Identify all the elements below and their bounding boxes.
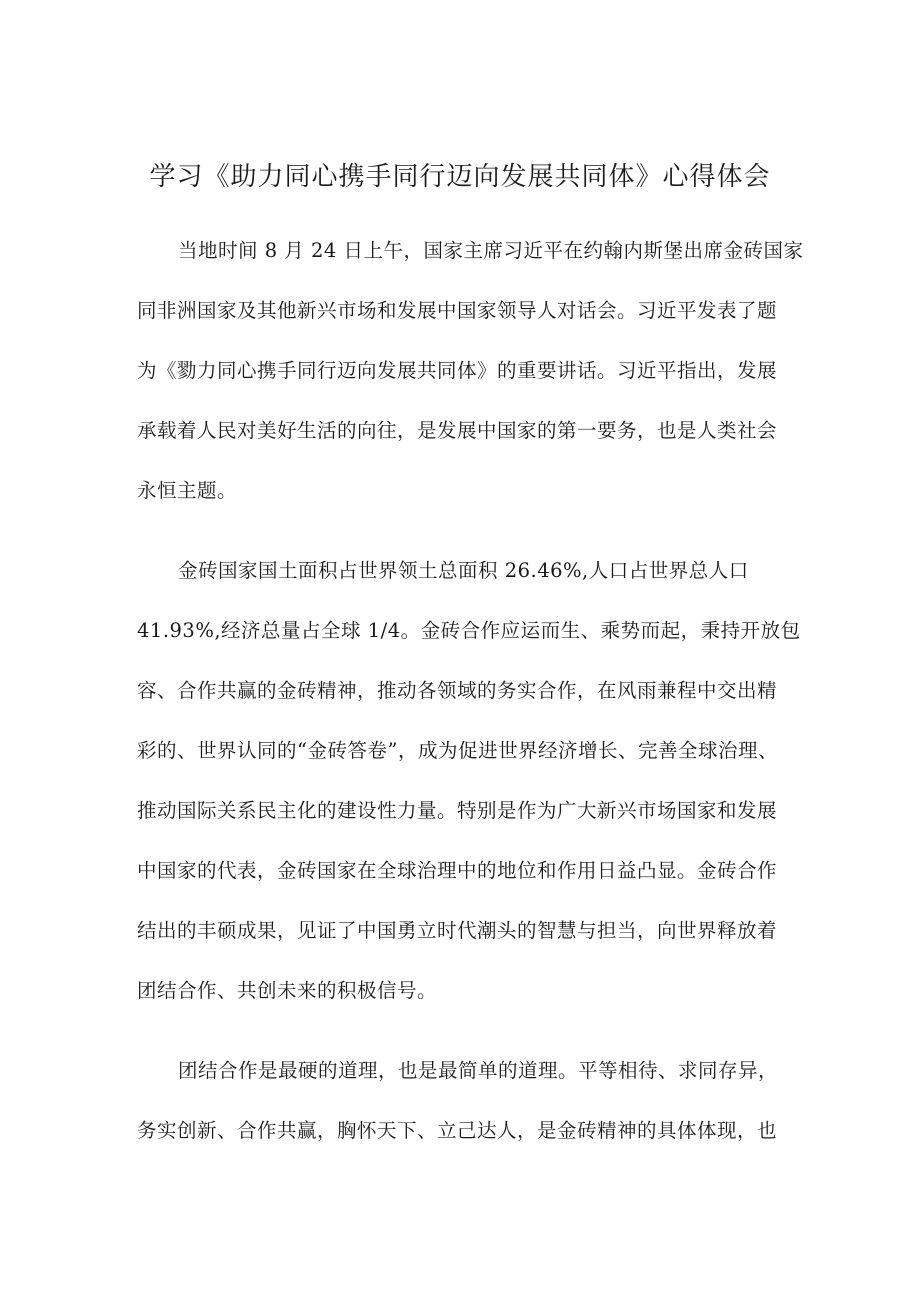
paragraph-2-line-5: 推动国际关系民主化的建设性力量。特别是作为广大新兴市场国家和发展	[137, 799, 778, 822]
paragraph-2-line-8: 团结合作、共创未来的积极信号。	[137, 979, 438, 1002]
paragraph-1-line-2: 同非洲国家及其他新兴市场和发展中国家领导人对话会。习近平发表了题	[137, 299, 778, 322]
document-title: 学习《助力同心携手同行迈向发展共同体》心得体会	[149, 162, 771, 192]
paragraph-2-line-6: 中国家的代表，金砖国家在全球治理中的地位和作用日益凸显。金砖合作	[137, 859, 778, 882]
paragraph-2-line-1: 金砖国家国土面积占世界领土总面积 26.46%,人口占世界总人口	[178, 559, 749, 582]
paragraph-1-line-1: 当地时间 8 月 24 日上午，国家主席习近平在约翰内斯堡出席金砖国家	[178, 239, 804, 262]
paragraph-2-line-3: 容、合作共赢的金砖精神，推动各领域的务实合作，在风雨兼程中交出精	[137, 679, 778, 702]
paragraph-1-line-5: 永恒主题。	[137, 479, 238, 502]
paragraph-3-line-1: 团结合作是最硬的道理，也是最简单的道理。平等相待、求同存异，	[178, 1059, 779, 1082]
paragraph-3-line-2: 务实创新、合作共赢，胸怀天下、立己达人，是金砖精神的具体体现，也	[137, 1119, 778, 1142]
paragraph-1-line-3: 为《勠力同心携手同行迈向发展共同体》的重要讲话。习近平指出，发展	[137, 359, 778, 382]
paragraph-1-line-4: 承载着人民对美好生活的向往，是发展中国家的第一要务，也是人类社会	[137, 419, 778, 442]
paragraph-2-line-7: 结出的丰硕成果，见证了中国勇立时代潮头的智慧与担当，向世界释放着	[137, 919, 778, 942]
paragraph-2-line-2: 41.93%,经济总量占全球 1/4。金砖合作应运而生、乘势而起，秉持开放包	[137, 619, 801, 642]
paragraph-2-line-4: 彩的、世界认同的“金砖答卷”，成为促进世界经济增长、完善全球治理、	[137, 739, 778, 762]
